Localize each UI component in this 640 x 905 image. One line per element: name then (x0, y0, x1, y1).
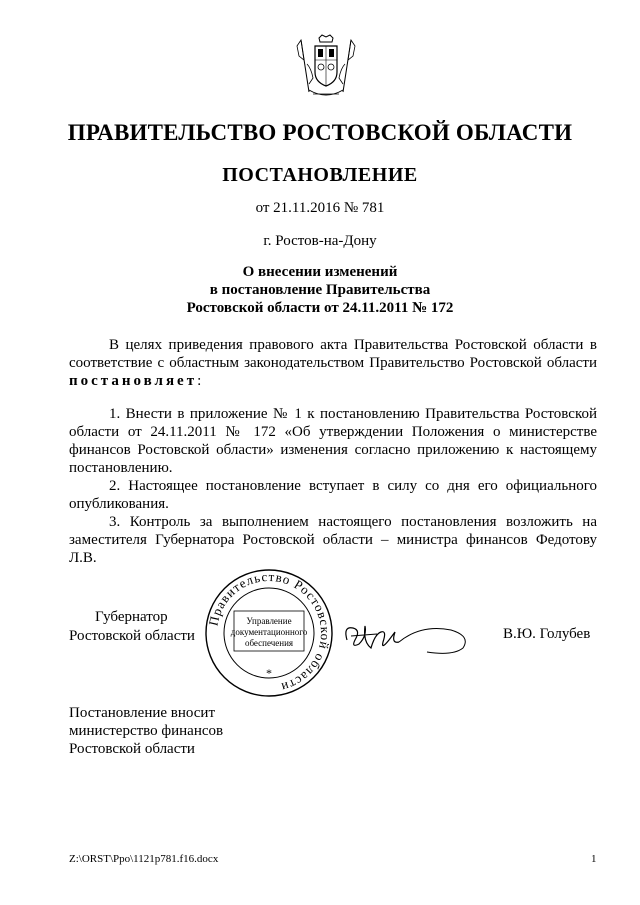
document-date-number: от 21.11.2016 № 781 (255, 200, 385, 216)
subject-line: Ростовской области от 24.11.2011 № 172 (186, 300, 454, 316)
subject-line: О внесении изменений (242, 264, 398, 280)
stamp-star: * (266, 666, 272, 680)
stamp-center-line: обеспечения (244, 638, 294, 648)
signatory-position (69, 608, 195, 646)
note-line: министерство финансов (69, 723, 224, 739)
stamp-center-line: Управление (246, 616, 292, 626)
coat-of-arms-icon (295, 34, 357, 100)
document-subject (0, 263, 640, 317)
note-line: Ростовской области (69, 741, 195, 757)
resolution-item: 2. Настоящее постановление вступает в силу со дня его официального опубликования. (69, 478, 597, 512)
preamble-paragraph (69, 336, 597, 390)
resolution-item: 1. Внести в приложение № 1 к постановлению Правительства Ростовской области от 24.11.2011 № 172 «Об утверждении Положения о министерстве финансов Ростовской области» изменения согласно приложению к настоящему постановлению. (69, 406, 597, 476)
resolves-keyword: постановляет (69, 373, 198, 389)
stamp-ring-text: Правительство Ростовской области (205, 568, 334, 696)
page-number: 1 (591, 853, 597, 865)
official-stamp (203, 567, 335, 699)
signatory-name: В.Ю. Голубев (503, 626, 591, 642)
document-type: ПОСТАНОВЛЕНИЕ (222, 164, 418, 186)
preamble-colon: : (197, 373, 202, 389)
position-line: Ростовской области (69, 628, 195, 644)
position-line: Губернатор (95, 609, 168, 625)
file-path: Z:\ORST\Ppo\1121p781.f16.docx (69, 853, 219, 865)
government-title: ПРАВИТЕЛЬСТВО РОСТОВСКОЙ ОБЛАСТИ (67, 120, 573, 145)
submission-note (69, 704, 223, 758)
resolution-items (69, 405, 597, 567)
stamp-center-line: документационного (230, 627, 308, 637)
subject-line: в постановление Правительства (209, 282, 431, 298)
document-city: г. Ростов-на-Дону (263, 233, 377, 249)
resolution-item: 3. Контроль за выполнением настоящего постановления возложить на заместителя Губернатора Ростовской области – министра финансов Федотову Л.В. (69, 514, 597, 566)
handwritten-signature (341, 614, 473, 658)
note-line: Постановление вносит (69, 705, 216, 721)
preamble-text: В целях приведения правового акта Правительства Ростовской области в соответствие с областным законодательством Правительство Ростовской области (69, 337, 597, 371)
